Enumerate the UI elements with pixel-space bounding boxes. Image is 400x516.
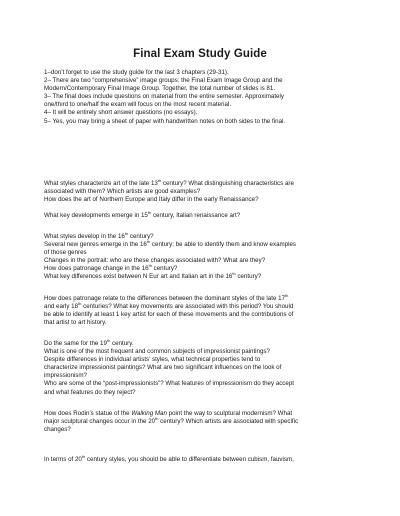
page-title: Final Exam Study Guide [133, 48, 267, 60]
question-text: How does the art of Northern Europe and Italy differ in the early Renaissance? [44, 196, 259, 204]
superscript: th [106, 338, 111, 343]
superscript: th [148, 263, 152, 269]
question-text: What key differences exist between N Eur art and Italian art in the 16 [44, 273, 233, 281]
question-text: associated with them? Which artists are good examples? [44, 188, 201, 196]
question-text: characterize impressionist paintings? What are two significant influences on the look of [44, 364, 282, 372]
question-block-20th-century-sculpture [44, 410, 364, 434]
question-text: Several new genres emerge in the 16 [44, 241, 147, 249]
question-text: that artist to art history. [44, 319, 107, 327]
instruction-item: 1–don’t forget to use the study guide for the last 3 chapters (29-31). [44, 69, 229, 76]
question-text: What key developments emerge in 15 [44, 212, 148, 219]
question-text: century? What distinguishing characteristics are [161, 180, 294, 187]
instruction-item: 2– There are two “comprehensive” image groups: the Final Exam Image Group and the [44, 77, 283, 85]
question-text: Changes in the portrait: who are these changes associated with? What are they? [44, 257, 266, 265]
artwork-title: Walking Man [131, 410, 167, 417]
question-text: What styles characterize art of the late 13 [44, 180, 158, 187]
superscript: th [81, 454, 86, 459]
instruction-item: 4– It will be entirely short answer questions (no essays). [44, 109, 198, 117]
superscript: th [147, 210, 152, 215]
instruction-item: Modern/Contemporary Final Image Group. Together, the total number of slides is 81. [44, 85, 276, 93]
question-text: century. [110, 340, 134, 347]
question-text: century styles, you should be able to differentiate between cubism, fauvism, [85, 456, 294, 463]
superscript: th [285, 293, 289, 298]
question-text: centuries? What key movements are associated with this period? You should [81, 303, 294, 311]
question-text: and what features do they reject? [44, 388, 136, 396]
question-text: point the way to sculptural modernism? What [166, 410, 293, 417]
instruction-item: one/third to one/half the exam will focus on the most recent material. [44, 101, 232, 109]
question-text: be able to identify at least 1 key artist for each of these movements and the contributions of [44, 311, 294, 319]
instructions-list [44, 69, 364, 126]
question-text: century? [128, 233, 154, 240]
superscript: th [78, 301, 82, 307]
question-block-17th-18th-century [44, 295, 364, 327]
question-text: How does patronage change in the 16 [44, 265, 149, 273]
question-block-19th-century [44, 340, 364, 397]
superscript: th [157, 178, 162, 183]
question-text: Despite differences in individual artists’ styles, what technical properties tend to [44, 356, 261, 364]
question-text: How does patronage relate to the differences between the dominant styles of the late 17 [44, 295, 286, 302]
question-block-16th-century [44, 233, 364, 282]
question-text: major sculptural changes occur in the 20 [44, 418, 156, 426]
question-text: century, Italian renaissance art? [151, 212, 241, 219]
instruction-item: 5– Yes, you may bring a sheet of paper with handwritten notes on both sides to the final. [44, 117, 286, 125]
question-text: of those genres [44, 249, 87, 257]
superscript: th [124, 231, 129, 236]
question-text: Who are some of the “post-impressionists”? What features of impressionism do they accept [44, 380, 295, 388]
question-text: century? Which artists are associated with specific [158, 418, 299, 426]
instruction-item: 3– The final does include questions on material from the entire semester. Approximately [44, 93, 284, 101]
question-text: and early 18 [44, 303, 79, 311]
question-text: Do the same for the 19 [44, 340, 107, 347]
question-text: century? [235, 273, 262, 281]
question-block-20th-century-styles [44, 456, 364, 464]
superscript: th [155, 416, 159, 422]
question-block-15th-century [44, 212, 364, 220]
question-block-13th-century [44, 180, 364, 204]
question-text: impressionism? [44, 372, 87, 380]
question-text: What is one of the most frequent and common subjects of impressionist paintings? [44, 348, 270, 356]
question-text: How does Rodin’s statue of the [44, 410, 132, 417]
superscript: th [232, 271, 236, 277]
question-text: century; be able to identify them and know examples [150, 241, 297, 249]
question-text: In terms of 20 [44, 456, 82, 463]
question-text: century? [151, 265, 178, 273]
question-text: What styles develop in the 16 [44, 233, 125, 240]
question-text: changes? [44, 426, 71, 434]
superscript: th [146, 239, 151, 245]
